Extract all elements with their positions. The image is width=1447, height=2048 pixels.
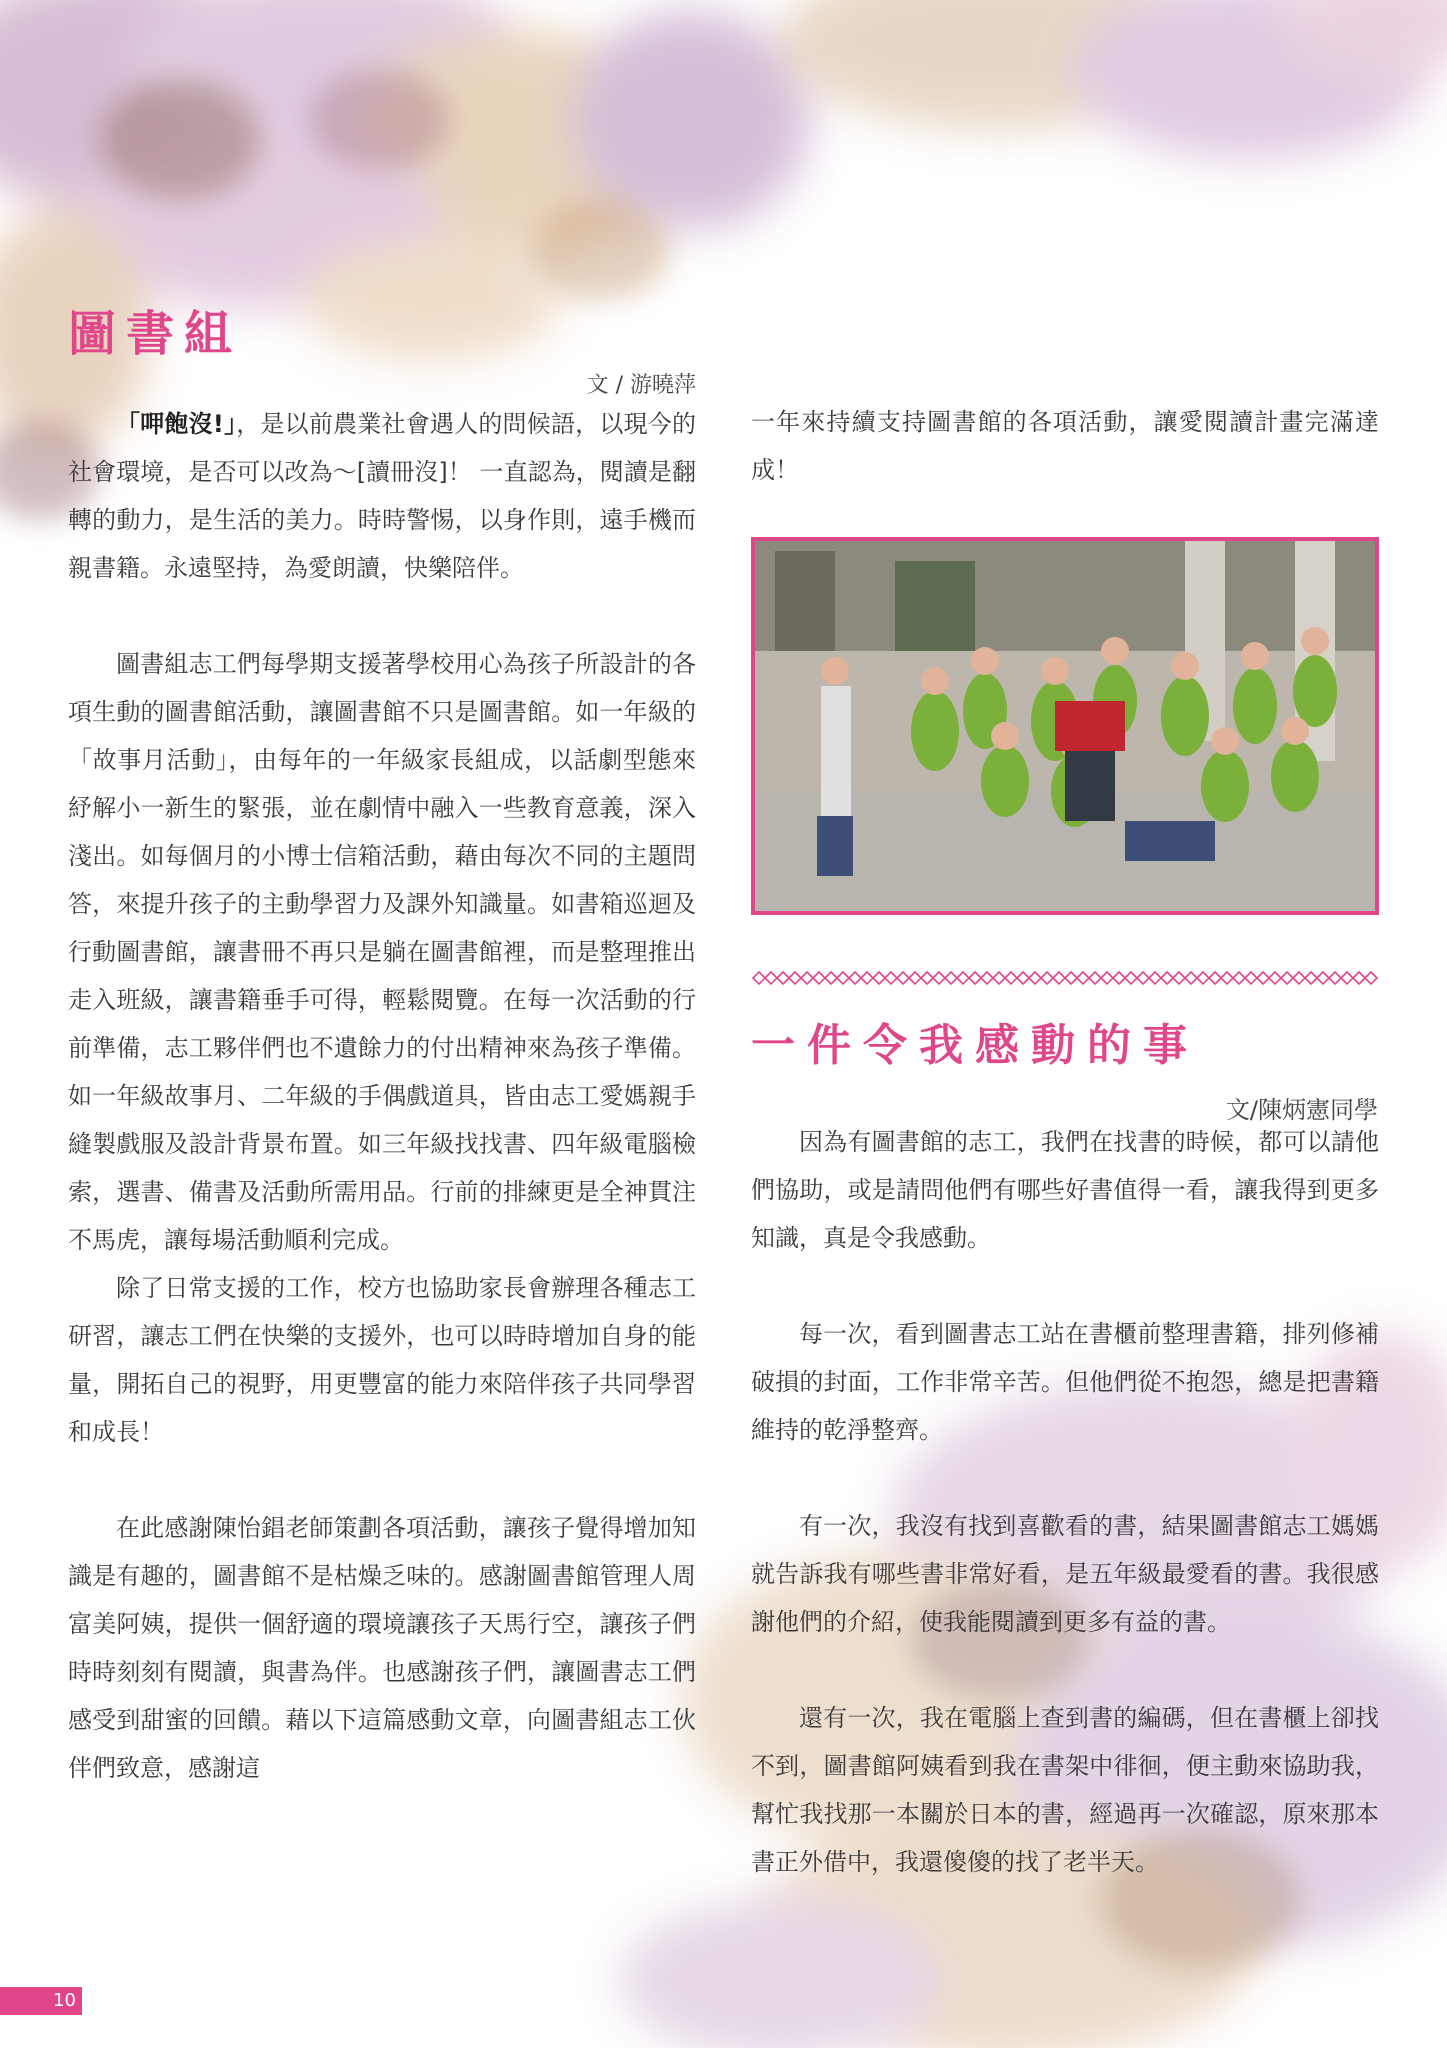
story-paragraph-1: 因為有圖書館的志工，我們在找書的時候，都可以請他們協助，或是請問他們有哪些好書值得一看，讓我得到更多知識，真是令我感動。 (751, 1128, 1379, 1252)
paragraph-activities: 圖書組志工們每學期支援著學校用心為孩子所設計的各項生動的圖書館活動，讓圖書館不只是圖書館。如一年級的「故事月活動」，由每年的一年級家長組成，以話劇型態來紓解小一新生的緊張，並在劇情中融入一些教育意義，深入淺出。如每個月的小博士信箱活動，藉由每次不同的主題問答，來提升孩子的主動學習力及課外知識量。如書箱巡迴及行動圖書館，讓書冊不再只是躺在圖書館裡，而是整理推出走入班級，讓書籍垂手可得，輕鬆閱覽。在每一次活動的行前準備，志工夥伴們也不遺餘力的付出精神來為孩子準備。如一年級故事月、二年級的手偶戲道具，皆由志工愛媽親手縫製戲服及設計背景布置。如三年級找找書、四年級電腦檢索，選書、備書及活動所需用品。行前的排練更是全神貫注不馬虎，讓每場活動順利完成。 (68, 650, 696, 1254)
byline-left: 文 / 游曉萍 (586, 373, 696, 398)
section-title-touching-story: 一件令我感動的事 (751, 1020, 1199, 1071)
right-column-continuation (751, 398, 1379, 494)
diamond-divider (751, 968, 1379, 988)
story-paragraph-2: 每一次，看到圖書志工站在書櫃前整理書籍，排列修補破損的封面，工作非常辛苦。但他們從不抱怨，總是把書籍維持的乾淨整齊。 (751, 1320, 1379, 1444)
story-paragraph-4: 還有一次，我在電腦上查到書的編碼，但在書櫃上卻找不到，圖書館阿姨看到我在書架中徘徊，便主動來協助我，幫忙我找那一本關於日本的書，經過再一次確認，原來那本書正外借中，我還傻傻的找了老半天。 (751, 1704, 1379, 1876)
volunteer-group-photo (751, 537, 1379, 915)
intro-lead: 「呷飽沒!」 (116, 410, 237, 438)
paragraph-training: 除了日常支援的工作，校方也協助家長會辦理各種志工研習，讓志工們在快樂的支援外，也可以時時增加自身的能量，開拓自己的視野，用更豐富的能力來陪伴孩子共同學習和成長！ (68, 1274, 696, 1446)
byline-right: 文/陳炳憲同學 (1225, 1096, 1378, 1124)
page-number: 10 (0, 1987, 82, 2015)
intro-rest: ，是以前農業社會遇人的問候語，以現今的社會環境，是否可以改為～[讀冊沒]！ 一直認為，閱讀是翻轉的動力，是生活的美力。時時警惕，以身作則，遠手機而親書籍。永遠堅持，為愛朗讀，快樂陪伴。 (68, 410, 697, 582)
right-column-text (751, 1118, 1379, 1886)
intro-paragraph (68, 400, 696, 592)
group-photo-illustration (755, 541, 1375, 911)
left-column-text (68, 400, 696, 1792)
continuation-paragraph: 一年來持續支持圖書館的各項活動，讓愛閱讀計畫完滿達成！ (751, 408, 1379, 484)
section-title-library-group: 圖書組 (68, 306, 243, 362)
paragraph-thanks: 在此感謝陳怡錩老師策劃各項活動，讓孩子覺得增加知識是有趣的，圖書館不是枯燥乏味的。感謝圖書館管理人周富美阿姨，提供一個舒適的環境讓孩子天馬行空，讓孩子們時時刻刻有閱讀，與書為伴。也感謝孩子們，讓圖書志工們感受到甜蜜的回饋。藉以下這篇感動文章，向圖書組志工伙伴們致意，感謝這 (68, 1514, 696, 1782)
story-paragraph-3: 有一次，我沒有找到喜歡看的書，結果圖書館志工媽媽就告訴我有哪些書非常好看，是五年級最愛看的書。我很感謝他們的介紹，使我能閱讀到更多有益的書。 (751, 1512, 1379, 1636)
